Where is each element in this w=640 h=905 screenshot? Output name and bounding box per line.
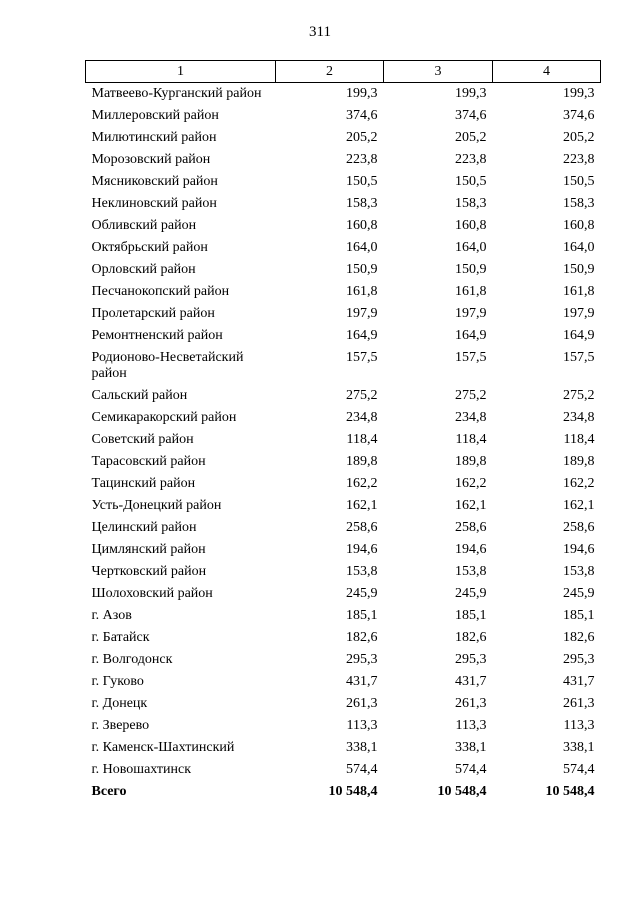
row-value-4: 199,3 — [563, 86, 595, 101]
row-name: Пролетарский район — [91, 306, 215, 321]
table-row — [86, 649, 601, 671]
row-value-4: 150,9 — [563, 262, 595, 277]
column-header-3: 3 — [384, 61, 493, 83]
row-value-4: 185,1 — [563, 608, 595, 623]
row-value-3: 160,8 — [455, 218, 487, 233]
row-value-4: 245,9 — [563, 586, 595, 601]
table-row — [86, 127, 601, 149]
row-value-4: 113,3 — [563, 718, 595, 733]
table-row — [86, 715, 601, 737]
row-value-4: 194,6 — [563, 542, 595, 557]
table-row — [86, 605, 601, 627]
row-value-2: 275,2 — [346, 388, 378, 403]
row-value-2: 374,6 — [346, 108, 378, 123]
total-value-4: 10 548,4 — [545, 784, 595, 799]
row-value-2: 158,3 — [346, 196, 378, 211]
row-value-4: 157,5 — [563, 350, 595, 365]
row-value-3: 574,4 — [455, 762, 487, 777]
row-name: Миллеровский район — [91, 108, 219, 123]
total-value-2: 10 548,4 — [328, 784, 378, 799]
header-row — [86, 61, 601, 83]
table-row — [86, 759, 601, 781]
table-row — [86, 737, 601, 759]
row-name: Милютинский район — [91, 130, 217, 145]
row-value-3: 182,6 — [455, 630, 487, 645]
table-row — [86, 385, 601, 407]
row-name: Октябрьский район — [91, 240, 208, 255]
row-value-3: 338,1 — [455, 740, 487, 755]
row-value-4: 374,6 — [563, 108, 595, 123]
total-value-3: 10 548,4 — [437, 784, 487, 799]
table-row — [86, 451, 601, 473]
row-value-4: 223,8 — [563, 152, 595, 167]
row-value-2: 258,6 — [346, 520, 378, 535]
row-value-2: 164,9 — [346, 328, 378, 343]
row-value-2: 118,4 — [346, 432, 378, 447]
row-value-2: 261,3 — [346, 696, 378, 711]
row-value-4: 574,4 — [563, 762, 595, 777]
table-row — [86, 83, 601, 106]
row-value-2: 160,8 — [346, 218, 378, 233]
table-row — [86, 539, 601, 561]
table-row — [86, 627, 601, 649]
row-name: Сальский район — [91, 388, 188, 403]
row-value-3: 261,3 — [455, 696, 487, 711]
row-value-2: 161,8 — [346, 284, 378, 299]
total-row — [86, 781, 601, 803]
row-name: Цимлянский район — [91, 542, 206, 557]
row-value-4: 258,6 — [563, 520, 595, 535]
row-name: г. Новошахтинск — [91, 762, 192, 777]
row-value-3: 194,6 — [455, 542, 487, 557]
row-value-3: 223,8 — [455, 152, 487, 167]
row-value-3: 205,2 — [455, 130, 487, 145]
table-row — [86, 105, 601, 127]
row-name: г. Зверево — [91, 718, 150, 733]
row-value-4: 338,1 — [563, 740, 595, 755]
row-value-2: 185,1 — [346, 608, 378, 623]
row-value-3: 164,9 — [455, 328, 487, 343]
row-value-3: 118,4 — [455, 432, 487, 447]
row-value-4: 261,3 — [563, 696, 595, 711]
row-value-2: 189,8 — [346, 454, 378, 469]
column-header-2: 2 — [276, 61, 384, 83]
row-value-2: 199,3 — [346, 86, 378, 101]
row-value-2: 150,5 — [346, 174, 378, 189]
row-value-4: 164,0 — [563, 240, 595, 255]
row-name: Морозовский район — [91, 152, 211, 167]
row-value-4: 150,5 — [563, 174, 595, 189]
row-name: Чертковский район — [91, 564, 207, 579]
table-body — [86, 83, 601, 804]
table-row — [86, 149, 601, 171]
row-value-3: 295,3 — [455, 652, 487, 667]
row-name: Тарасовский район — [91, 454, 206, 469]
table-row — [86, 303, 601, 325]
table-row — [86, 325, 601, 347]
row-value-4: 189,8 — [563, 454, 595, 469]
row-value-2: 153,8 — [346, 564, 378, 579]
row-name: Орловский район — [91, 262, 196, 277]
row-value-4: 275,2 — [563, 388, 595, 403]
row-value-2: 431,7 — [346, 674, 378, 689]
row-value-3: 185,1 — [455, 608, 487, 623]
table-row — [86, 429, 601, 451]
row-name: Усть-Донецкий район — [91, 498, 222, 513]
row-value-2: 234,8 — [346, 410, 378, 425]
row-value-2: 182,6 — [346, 630, 378, 645]
row-value-4: 161,8 — [563, 284, 595, 299]
table-row — [86, 473, 601, 495]
row-value-4: 158,3 — [563, 196, 595, 211]
table-row — [86, 281, 601, 303]
row-value-2: 164,0 — [346, 240, 378, 255]
column-header-1: 1 — [86, 61, 276, 83]
table-row — [86, 407, 601, 429]
row-value-3: 161,8 — [455, 284, 487, 299]
table-row — [86, 259, 601, 281]
row-value-4: 234,8 — [563, 410, 595, 425]
row-value-3: 153,8 — [455, 564, 487, 579]
row-value-2: 295,3 — [346, 652, 378, 667]
row-name: Семикаракорский район — [91, 410, 237, 425]
table-row — [86, 495, 601, 517]
row-value-3: 258,6 — [455, 520, 487, 535]
row-value-2: 205,2 — [346, 130, 378, 145]
row-name: г. Донецк — [91, 696, 148, 711]
table-row — [86, 215, 601, 237]
row-value-3: 374,6 — [455, 108, 487, 123]
row-value-4: 182,6 — [563, 630, 595, 645]
row-value-2: 157,5 — [346, 350, 378, 365]
row-value-3: 157,5 — [455, 350, 487, 365]
row-value-3: 164,0 — [455, 240, 487, 255]
row-name: г. Гуково — [91, 674, 144, 689]
table-header — [86, 61, 601, 83]
row-value-3: 158,3 — [455, 196, 487, 211]
row-value-3: 431,7 — [455, 674, 487, 689]
row-name: г. Каменск-Шахтинский — [91, 740, 235, 755]
table-row — [86, 517, 601, 539]
row-value-3: 234,8 — [455, 410, 487, 425]
row-value-2: 162,1 — [346, 498, 378, 513]
page-number: 311 — [309, 24, 331, 40]
row-value-2: 223,8 — [346, 152, 378, 167]
row-value-3: 113,3 — [455, 718, 487, 733]
row-value-2: 194,6 — [346, 542, 378, 557]
table-row — [86, 561, 601, 583]
row-name: Советский район — [91, 432, 194, 447]
table-row — [86, 693, 601, 715]
row-value-2: 197,9 — [346, 306, 378, 321]
total-label: Всего — [91, 784, 127, 799]
row-value-2: 574,4 — [346, 762, 378, 777]
row-value-4: 431,7 — [563, 674, 595, 689]
row-value-3: 275,2 — [455, 388, 487, 403]
row-name: г. Волгодонск — [91, 652, 173, 667]
row-value-4: 162,2 — [563, 476, 595, 491]
row-value-4: 197,9 — [563, 306, 595, 321]
row-name: Целинский район — [91, 520, 197, 535]
row-value-4: 205,2 — [563, 130, 595, 145]
table-row — [86, 193, 601, 215]
row-value-2: 150,9 — [346, 262, 378, 277]
row-value-2: 338,1 — [346, 740, 378, 755]
row-name: Шолоховский район — [91, 586, 213, 601]
row-name: Песчанокопский район — [91, 284, 230, 299]
row-name: г. Азов — [91, 608, 132, 623]
table-row — [86, 171, 601, 193]
row-name: Ремонтненский район — [91, 328, 223, 343]
row-value-2: 162,2 — [346, 476, 378, 491]
row-value-3: 245,9 — [455, 586, 487, 601]
row-value-2: 245,9 — [346, 586, 378, 601]
row-value-4: 153,8 — [563, 564, 595, 579]
row-value-3: 189,8 — [455, 454, 487, 469]
row-value-3: 150,9 — [455, 262, 487, 277]
table-row — [86, 347, 601, 385]
row-name: Тацинский район — [91, 476, 196, 491]
budget-table — [85, 60, 601, 803]
row-value-3: 197,9 — [455, 306, 487, 321]
row-value-2: 113,3 — [346, 718, 378, 733]
column-header-4: 4 — [493, 61, 601, 83]
row-value-4: 162,1 — [563, 498, 595, 513]
row-value-3: 150,5 — [455, 174, 487, 189]
row-name: Обливский район — [91, 218, 197, 233]
row-value-3: 162,1 — [455, 498, 487, 513]
row-name: Родионово-Несветайский район — [91, 350, 244, 381]
row-value-3: 199,3 — [455, 86, 487, 101]
row-value-4: 160,8 — [563, 218, 595, 233]
row-value-3: 162,2 — [455, 476, 487, 491]
table-row — [86, 671, 601, 693]
row-value-4: 164,9 — [563, 328, 595, 343]
table-row — [86, 583, 601, 605]
row-value-4: 118,4 — [563, 432, 595, 447]
row-value-4: 295,3 — [563, 652, 595, 667]
row-name: Мясниковский район — [91, 174, 218, 189]
row-name: г. Батайск — [91, 630, 150, 645]
row-name: Матвеево-Курганский район — [91, 86, 262, 101]
row-name: Неклиновский район — [91, 196, 217, 211]
table-row — [86, 237, 601, 259]
